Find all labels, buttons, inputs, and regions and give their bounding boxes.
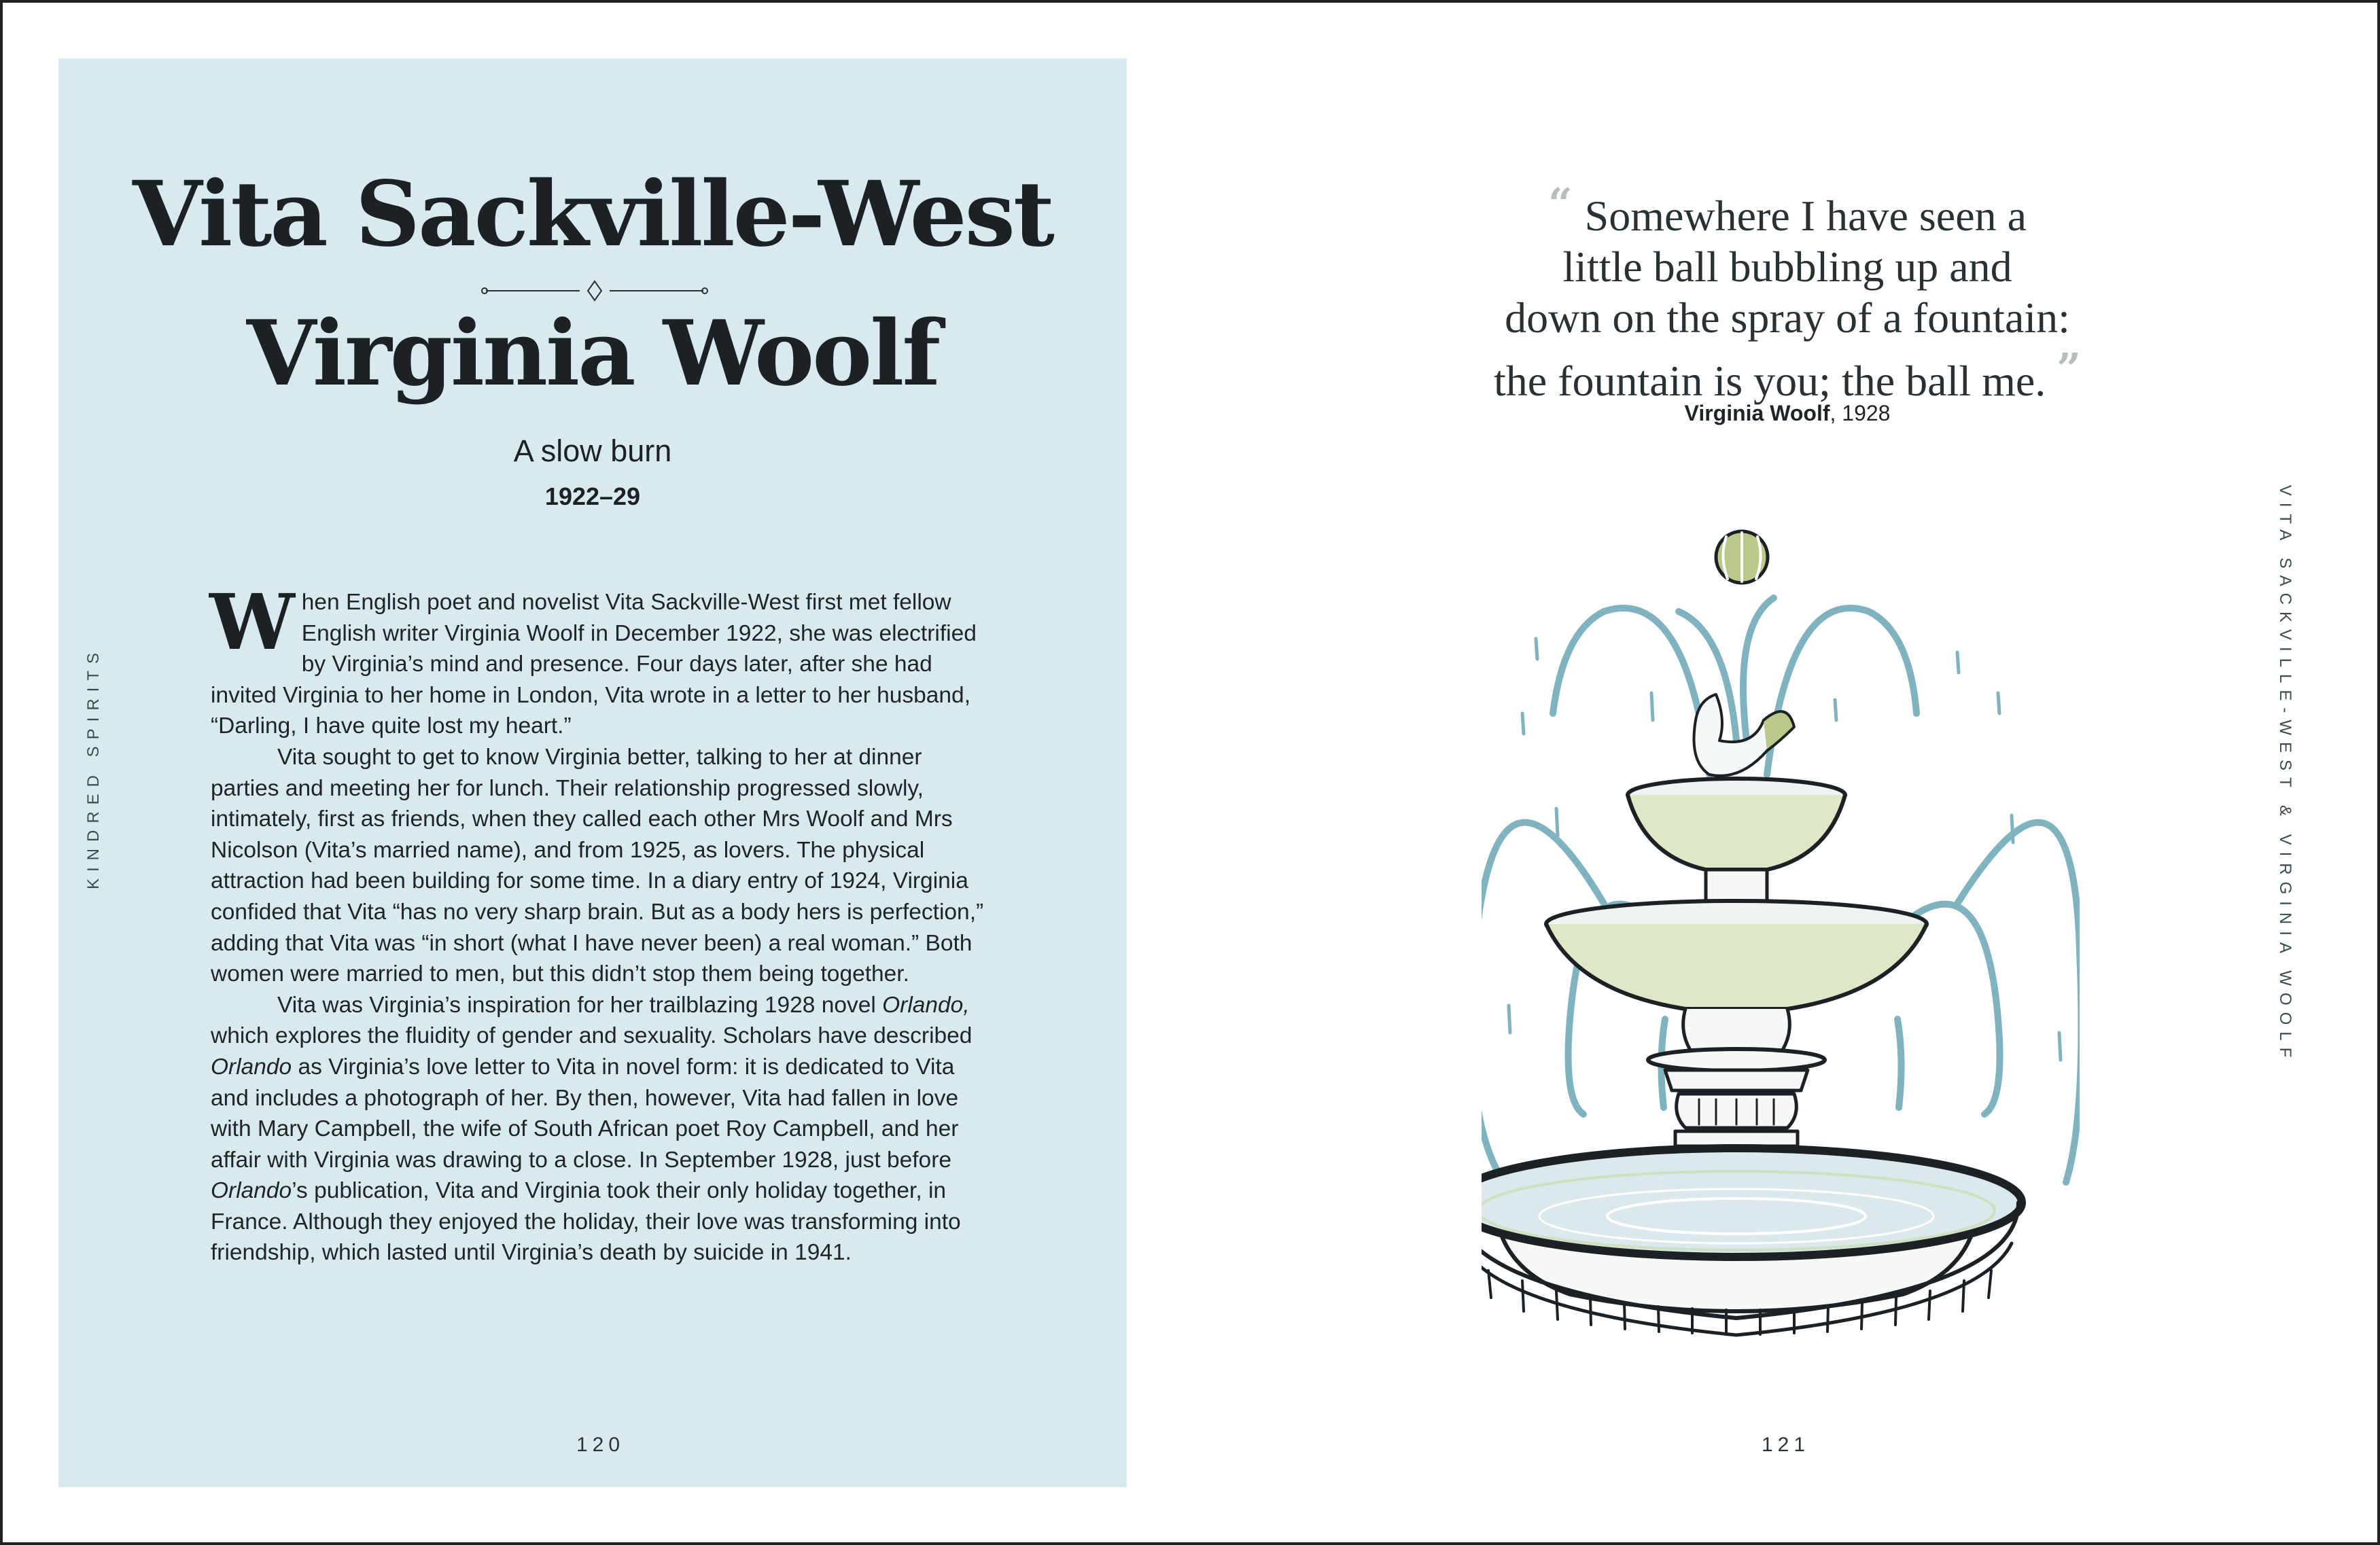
title-line-1: Vita Sackville-West [133,162,1053,267]
running-head-right: VITA SACKVILLE-WEST & VIRGINIA WOOLF [2276,484,2294,1065]
paragraph-3-part: ’s publication, Vita and Virginia took their only holiday together, in France. Although they enjoyed the holiday, their love was transforming into friendship, which lasted until Virginia’s death by suicide in 1941. [211,1178,961,1266]
running-head-left: KINDRED SPIRITS [84,645,103,890]
ornament-divider [479,279,710,303]
quote-line [1427,343,2148,406]
quote-line [1427,178,2148,241]
basin [1482,1148,2022,1335]
paragraph-2: Vita sought to get to know Virginia better, talking to her at dinner parties and meeting her for lunch. Their relationship progressed slowly, intimately, first as friends, when they called each other Mrs Woolf and Mrs Nicolson (Vita’s married name), and from 1925, as lovers. The physical attraction had been building for some time. In a diary entry of 1924, Virginia confided that Vita “has no very sharp brain. But as a body hers is perfection,” adding that Vita was “in short (what I have never been) a real woman.” Both women were married to men, but this didn’t stop them being together. [211,744,984,987]
attribution-name: Virginia Woolf [1684,401,1830,425]
italic-title: Orlando [211,1054,292,1080]
italic-title: Orlando [211,1178,292,1204]
italic-title: Orlando, [882,992,970,1018]
paragraph-3 [211,990,992,1268]
quote-line-text: the fountain is you; the ball me. [1494,357,2046,405]
fountain-illustration [1482,516,2080,1352]
quote-line: down on the spray of a fountain: [1505,294,2070,342]
page-number-right: 121 [1762,1434,1810,1456]
title-line-2: Virginia Woolf [246,301,939,406]
middle-bowl [1546,901,1927,1053]
paragraph-1-text: hen English poet and novelist Vita Sackville-West first met fellow English writer Virginia Woolf in December 1922, she was electrified by Virginia’s mind and presence. Four days later, after she had invited Virginia to her home in London, Vita wrote in a letter to her husband, “Darling, I have quite lost my heart.” [211,590,977,739]
page-number-left: 120 [576,1434,625,1456]
quote-line-text: Somewhere I have seen a [1584,192,2027,240]
quote-attribution [1427,401,2148,426]
paragraph-1 [209,578,992,742]
open-quote-mark: “ [1547,179,1573,228]
quote-line: little ball bubbling up and [1562,243,2012,291]
paragraph-3-part: Vita was Virginia’s inspiration for her trailblazing 1928 novel [277,992,883,1018]
pull-quote [1427,178,2148,406]
body-text [209,578,992,1268]
subtitle: A slow burn [513,433,672,468]
drop-cap: W [209,578,295,667]
attribution-year: , 1928 [1830,401,1891,425]
ball-icon [1716,531,1768,583]
paragraph-3-part: as Virginia’s love letter to Vita in novel form: it is dedicated to Vita and includes a photograph of her. By then, however, Vita had fallen in love with Mary Campbell, the wife of South African poet Roy Campbell, and her affair with Virginia was drawing to a close. In September 1928, just before [211,1054,959,1173]
top-bowl [1628,779,1845,904]
paragraph-3-part: which explores the fluidity of gender and sexuality. Scholars have described [211,1023,973,1049]
date-range: 1922–29 [544,482,641,510]
close-quote-mark: ” [2057,344,2081,393]
